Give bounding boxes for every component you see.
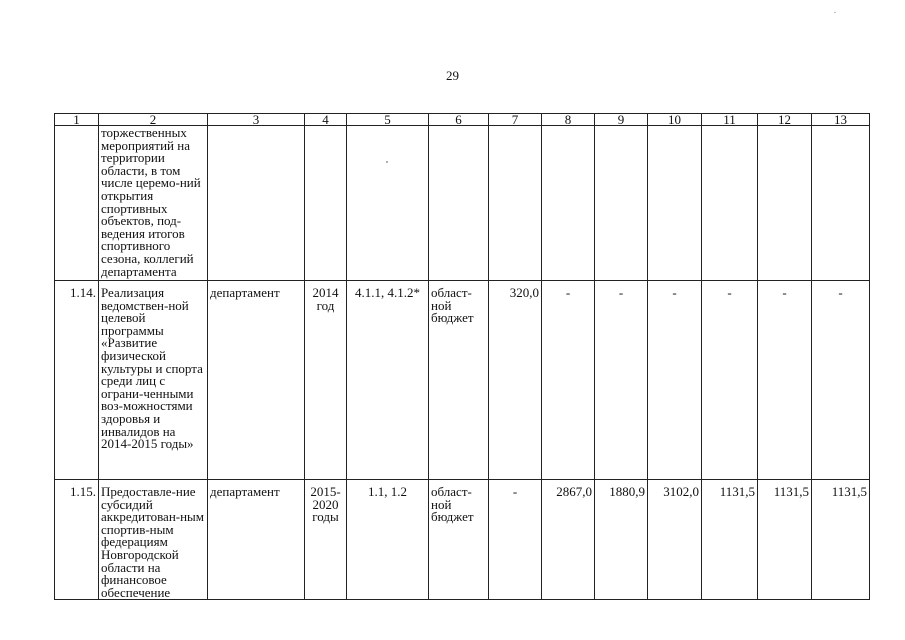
indicators: 1.1, 1.2 xyxy=(347,480,429,600)
funding-source: област-ной бюджет xyxy=(429,480,489,600)
column-header: 7 xyxy=(489,114,542,126)
amount-cell: - xyxy=(648,281,702,480)
amount-cell xyxy=(758,126,812,281)
executor: департамент xyxy=(208,480,305,600)
amount-cell xyxy=(648,126,702,281)
table-row xyxy=(55,281,870,480)
activity-name: Предоставле-ние субсидий аккредитован-ным спортив-ным федерациям Новгородской области на финансовое обеспечение xyxy=(99,480,208,600)
executor: департамент xyxy=(208,281,305,480)
column-header: 12 xyxy=(758,114,812,126)
amount-cell: 1131,5 xyxy=(702,480,758,600)
column-header: 13 xyxy=(812,114,870,126)
row-number xyxy=(55,126,99,281)
row-number: 1.15. xyxy=(55,480,99,600)
amount-cell xyxy=(595,126,648,281)
amount-cell: 320,0 xyxy=(489,281,542,480)
activity-name: Реализация ведомствен-ной целевой программы «Развитие физической культуры и спорта среди лиц с ограни-ченными воз-можностями здоровья и инвалидов на 2014-2015 годы» xyxy=(99,281,208,480)
amount-cell: - xyxy=(595,281,648,480)
column-header: 11 xyxy=(702,114,758,126)
table-row xyxy=(55,126,870,281)
column-number-row xyxy=(55,114,870,126)
period: 2014 год xyxy=(305,281,347,480)
page-number: 29 xyxy=(446,68,459,83)
column-header: 5 xyxy=(347,114,429,126)
amount-cell: 1880,9 xyxy=(595,480,648,600)
amount-cell xyxy=(489,126,542,281)
indicators xyxy=(347,126,429,281)
column-header: 2 xyxy=(99,114,208,126)
activity-name: торжественных мероприятий на территории области, в том числе церемо-ний открытия спортивных объектов, под-ведения итогов спортивного сезона, коллегий департамента xyxy=(99,126,208,281)
scan-speck xyxy=(386,161,388,163)
amount-cell: - xyxy=(542,281,595,480)
executor xyxy=(208,126,305,281)
funding-source: област-ной бюджет xyxy=(429,281,489,480)
amount-cell: 1131,5 xyxy=(758,480,812,600)
indicators: 4.1.1, 4.1.2* xyxy=(347,281,429,480)
row-number: 1.14. xyxy=(55,281,99,480)
amount-cell: 1131,5 xyxy=(812,480,870,600)
column-header: 10 xyxy=(648,114,702,126)
column-header: 8 xyxy=(542,114,595,126)
amount-cell xyxy=(812,126,870,281)
amount-cell xyxy=(542,126,595,281)
amount-cell: - xyxy=(702,281,758,480)
column-header: 4 xyxy=(305,114,347,126)
column-header: 6 xyxy=(429,114,489,126)
column-header: 1 xyxy=(55,114,99,126)
column-header: 9 xyxy=(595,114,648,126)
amount-cell: - xyxy=(489,480,542,600)
amount-cell: - xyxy=(758,281,812,480)
scan-speck xyxy=(834,12,836,13)
period: 2015-2020 годы xyxy=(305,480,347,600)
column-header: 3 xyxy=(208,114,305,126)
amount-cell xyxy=(702,126,758,281)
amount-cell: 2867,0 xyxy=(542,480,595,600)
amount-cell: - xyxy=(812,281,870,480)
table-row xyxy=(55,480,870,600)
period xyxy=(305,126,347,281)
funding-source xyxy=(429,126,489,281)
amount-cell: 3102,0 xyxy=(648,480,702,600)
program-table xyxy=(54,113,870,600)
